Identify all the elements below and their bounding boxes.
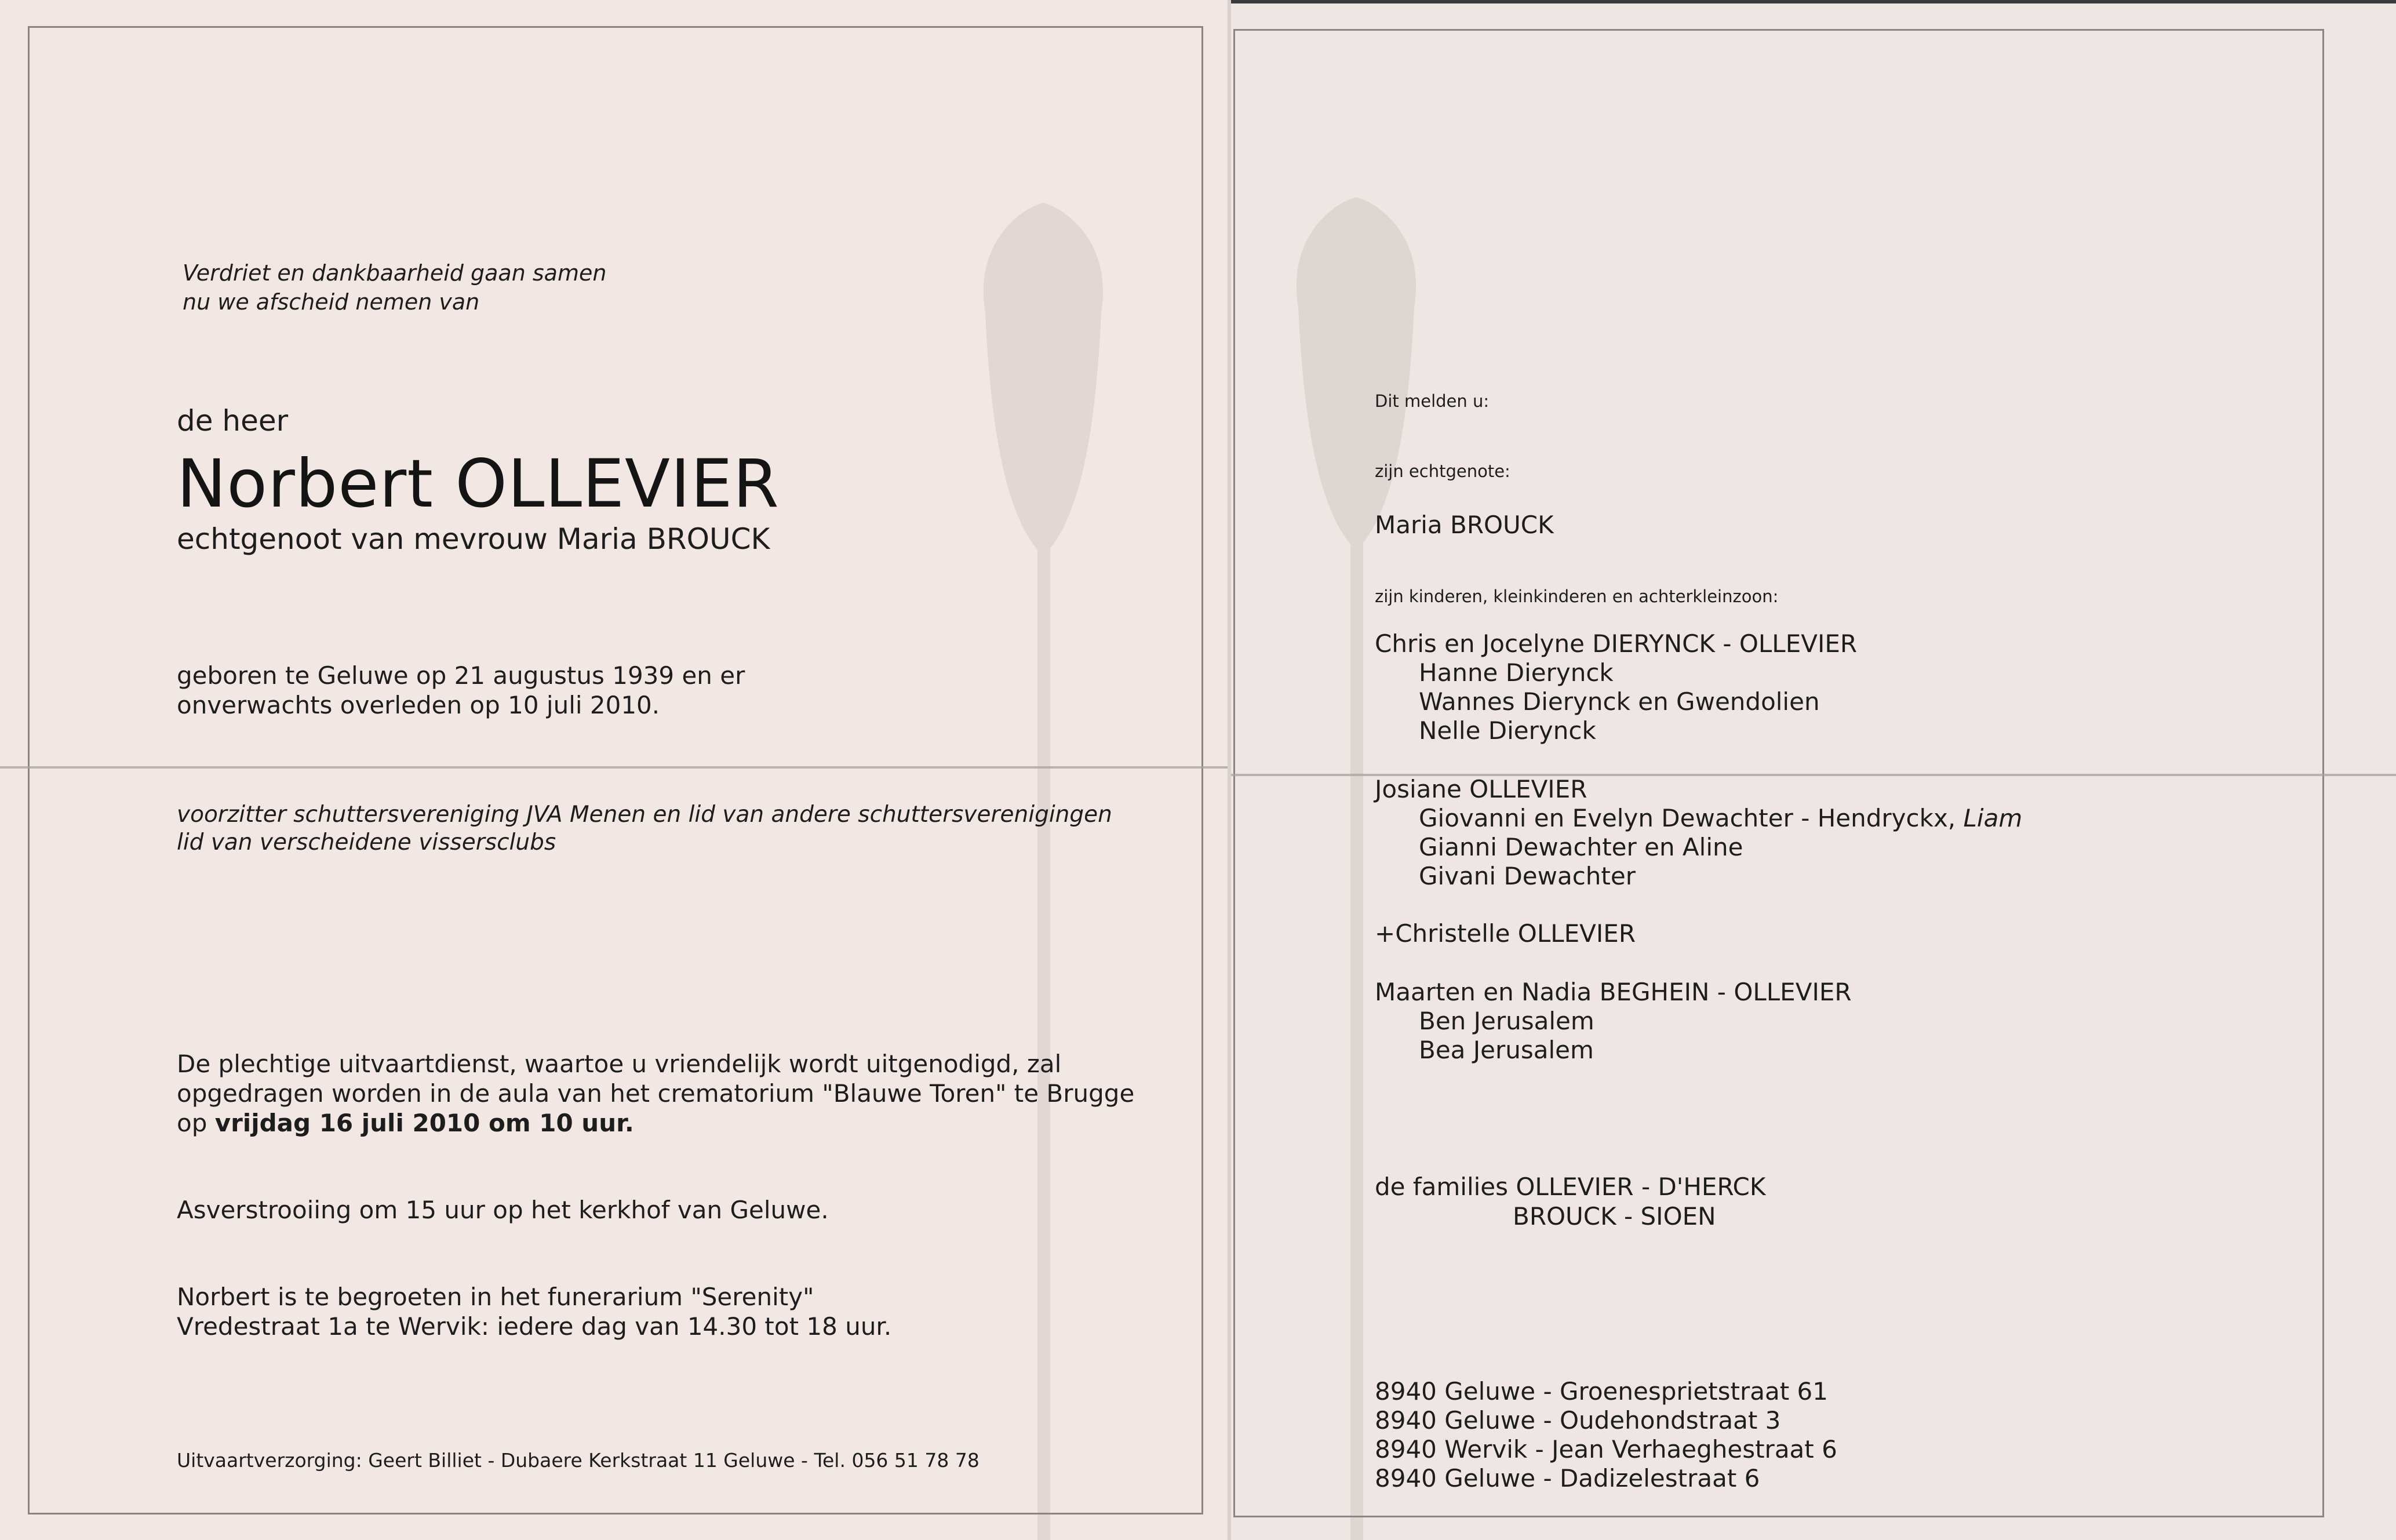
family-group bbox=[1375, 774, 2022, 890]
family-head: Josiane OLLEVIER bbox=[1375, 775, 1587, 803]
spouse-label: zijn echtgenote: bbox=[1375, 461, 1510, 481]
ceremony-date-prefix: op bbox=[177, 1109, 215, 1137]
address-line: 8940 Geluwe - Groenesprietstraat 61 bbox=[1375, 1377, 1828, 1406]
fold-line-left bbox=[0, 766, 1228, 769]
family-member: Gianni Dewachter en Aline bbox=[1419, 833, 1743, 861]
ceremony-line-3 bbox=[177, 1108, 1134, 1138]
addresses bbox=[1375, 1377, 1837, 1492]
roles-text bbox=[177, 801, 1112, 857]
children-label: zijn kinderen, kleinkinderen en achterkleinzoon: bbox=[1375, 587, 1779, 606]
family-head: Maarten en Nadia BEGHEIN - OLLEVIER bbox=[1375, 978, 1852, 1006]
ceremony-line-1: De plechtige uitvaartdienst, waartoe u vriendelijk wordt uitgenodigd, zal bbox=[177, 1050, 1062, 1078]
spouse-name: Maria BROUCK bbox=[1375, 511, 1554, 539]
viewing-line-2: Vredestraat 1a te Wervik: iedere dag van 14.30 tot 18 uur. bbox=[177, 1312, 892, 1341]
title-prefix: de heer bbox=[177, 404, 289, 438]
opening-line-1: Verdriet en dankbaarheid gaan samen bbox=[183, 260, 607, 286]
extended-families-line-1: de families OLLEVIER - D'HERCK bbox=[1375, 1173, 1766, 1201]
family-group bbox=[1375, 919, 1636, 948]
family-member: Hanne Dierynck bbox=[1419, 658, 1614, 687]
spouse-line: echtgenoot van mevrouw Maria BROUCK bbox=[177, 522, 770, 556]
opening-line-2: nu we afscheid nemen van bbox=[183, 289, 480, 315]
viewing-line-1: Norbert is te begroeten in het funerarium "Serenity" bbox=[177, 1283, 814, 1311]
family-head: +Christelle OLLEVIER bbox=[1375, 919, 1636, 948]
birth-death-text bbox=[177, 661, 745, 720]
extended-families-line-2: BROUCK - SIOEN bbox=[1513, 1202, 1716, 1230]
birth-line: geboren te Geluwe op 21 augustus 1939 en er bbox=[177, 661, 745, 690]
address-line: 8940 Wervik - Jean Verhaeghestraat 6 bbox=[1375, 1435, 1837, 1463]
opening-lines bbox=[183, 260, 606, 318]
family-group bbox=[1375, 977, 1852, 1064]
death-line: onverwachts overleden op 10 juli 2010. bbox=[177, 691, 660, 719]
family-member: Givani Dewachter bbox=[1419, 862, 1636, 890]
ceremony-date: vrijdag 16 juli 2010 om 10 uur. bbox=[214, 1109, 634, 1137]
viewing-text bbox=[177, 1282, 891, 1341]
undertaker-line: Uitvaartverzorging: Geert Billiet - Dubaere Kerkstraat 11 Geluwe - Tel. 056 51 78 78 bbox=[177, 1449, 979, 1472]
page-gutter bbox=[1228, 0, 1231, 1540]
deceased-name: Norbert OLLEVIER bbox=[177, 445, 780, 522]
ceremony-line-2: opgedragen worden in de aula van het crematorium "Blauwe Toren" te Brugge bbox=[177, 1079, 1135, 1108]
family-head: Chris en Jocelyne DIERYNCK - OLLEVIER bbox=[1375, 629, 1858, 658]
address-line: 8940 Geluwe - Oudehondstraat 3 bbox=[1375, 1406, 1781, 1435]
family-member bbox=[1375, 803, 2022, 832]
top-edge-shadow bbox=[1231, 0, 2396, 3]
right-page-border bbox=[1233, 29, 2324, 1517]
great-grandchild-name: Liam bbox=[1963, 804, 2023, 832]
family-member: Nelle Dierynck bbox=[1419, 716, 1596, 745]
family-group bbox=[1375, 629, 1857, 745]
announcement-intro: Dit melden u: bbox=[1375, 391, 1490, 411]
extended-families bbox=[1375, 1172, 1765, 1231]
ash-scattering-line: Asverstrooiing om 15 uur op het kerkhof van Geluwe. bbox=[177, 1196, 829, 1224]
family-member: Bea Jerusalem bbox=[1419, 1036, 1594, 1064]
role-line-1: voorzitter schuttersvereniging JVA Menen en lid van andere schuttersverenigingen bbox=[177, 802, 1112, 828]
role-line-2: lid van verscheidene vissersclubs bbox=[177, 829, 556, 855]
family-member: Wannes Dierynck en Gwendolien bbox=[1419, 687, 1820, 716]
ceremony-text bbox=[177, 1049, 1134, 1138]
address-line: 8940 Geluwe - Dadizelestraat 6 bbox=[1375, 1464, 1760, 1492]
family-member: Ben Jerusalem bbox=[1419, 1007, 1594, 1035]
family-member-name: Giovanni en Evelyn Dewachter - Hendryckx, bbox=[1419, 804, 1956, 832]
